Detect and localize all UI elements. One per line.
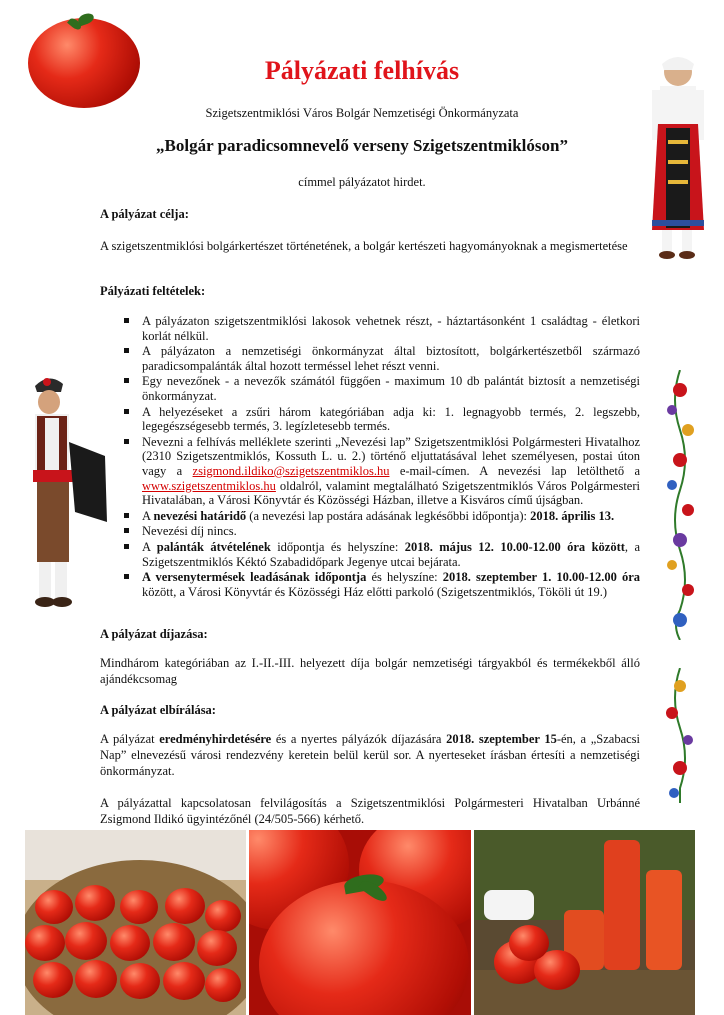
goal-text: A szigetszentmiklósi bolgárkertészet történetének, a bolgár kertészeti hagyományoknak a megismertetése <box>100 239 628 253</box>
list-item-text: e-mail-címen. A nevezési lap letölthető a <box>389 463 640 478</box>
intro-text: címmel pályázatot hirdet. <box>298 175 426 189</box>
prize-text: Mindhárom kategóriában az I.-II.-III. helyezett díja bolgár nemzetiségi tárgyakból és termékekből álló ajándékcsomag <box>100 656 640 686</box>
list-item-text: Nevezni a felhívás melléklete szerinti „Nevezési lap” Szigetszentmiklósi Polgármesteri Hivatalhoz (2310 Szigetszentmiklós, Kossuth L. u. 2.) történő eljuttatásával lehet személyesen, postai úton vagy a <box>142 434 640 478</box>
contact-info-text: A pályázattal kapcsolatosan felvilágosítás a Szigetszentmiklósi Polgármesteri Hivatalban Urbánné Zsigmond Ildikó ügyintézőnél (24/505-566) kérhető. <box>100 796 640 826</box>
list-item-text: és helyszíne: <box>366 570 443 585</box>
delivery-date: 2018. szeptember 1. 10.00-12.00 óra <box>442 570 640 585</box>
list-item-text: (a nevezési lap postára adásának legkésőbbi időpontja): <box>246 508 531 523</box>
tomato-preserves-photo <box>471 830 695 1015</box>
embroidery-decoration <box>660 370 700 640</box>
list-item: A helyezéseket a zsűri három kategóriában adja ki: 1. legnagyobb termés, 2. legszebb, legegészségesebb termés, 3. legízletesebb termés. <box>120 405 640 434</box>
page-title: Pályázati felhívás <box>264 56 460 85</box>
list-item-text: A <box>142 539 157 554</box>
competition-name: „Bolgár paradicsomnevelő verseny Szigetszentmiklóson” <box>156 136 568 155</box>
list-item <box>120 540 640 569</box>
organization-name: Szigetszentmiklósi Város Bolgár Nemzetiségi Önkormányzata <box>205 106 519 120</box>
judging-heading: A pályázat elbírálása: <box>100 703 216 717</box>
judging-text <box>100 731 640 779</box>
list-item-text: , a Szigetszentmiklós Kéktó Szabadidőpark Jegenye utcai bejárata. <box>142 539 640 569</box>
judging-text-part: -én, a „Szabacsi Nap” elnevezésű városi rendezvény keretein belül kerül sor. A nyerteseket írásban értesíti a nemzetiségi önkormányzat. <box>100 732 641 778</box>
judging-text-part: A pályázat <box>100 732 160 746</box>
tomato-closeup-photo <box>246 830 470 1015</box>
announcement-date: 2018. szeptember 15 <box>446 732 557 746</box>
prize-heading: A pályázat díjazása: <box>100 627 208 641</box>
tomato-photo-strip <box>25 830 695 1015</box>
judging-text-part: és a nyertes pályázók díjazására <box>271 732 447 746</box>
delivery-label: A versenytermések leadásának időpontja <box>142 570 367 585</box>
conditions-list <box>120 314 640 600</box>
goal-heading: A pályázat célja: <box>100 207 189 221</box>
list-item-text: oldalról, valamint megtalálható Szigetszentmiklós Város Polgármesteri Hivatalában, a Városi Könyvtár és Közösségi Házban, illetve a Kisváros című újságban. <box>142 478 640 508</box>
tomato-basket-photo <box>25 830 246 1015</box>
pickup-label: palánták átvételének <box>156 539 271 554</box>
list-item <box>120 435 640 508</box>
list-item: A pályázaton szigetszentmiklósi lakosok vehetnek részt, - háztartásonként 1 családtag - életkori korlát nélkül. <box>120 314 640 343</box>
email-link[interactable]: zsigmond.ildiko@szigetszentmiklos.hu <box>192 463 390 478</box>
list-item: A pályázaton a nemzetiségi önkormányzat által biztosított, bolgárkertészetből származó paradicsompalánták által hozott terméssel lehet részt venni. <box>120 344 640 373</box>
website-link[interactable]: www.szigetszentmiklos.hu <box>142 478 276 493</box>
folk-man-illustration <box>25 372 110 612</box>
list-item-text: A <box>142 508 154 523</box>
pickup-date: 2018. május 12. 10.00-12.00 óra között <box>404 539 625 554</box>
deadline-label: nevezési határidő <box>153 508 247 523</box>
embroidery-decoration <box>660 668 700 803</box>
list-item-text: között, a Városi Könyvtár és Közösségi Ház előtti parkoló (Szigetszentmiklós, Tököli út 19.) <box>142 584 608 599</box>
list-item <box>120 509 640 524</box>
list-item <box>120 570 640 599</box>
announcement-label: eredményhirdetésére <box>159 732 272 746</box>
list-item: Egy nevezőnek - a nevezők számától függően - maximum 10 db palántát biztosít a nemzetiségi önkormányzat. <box>120 374 640 403</box>
list-item-text: időpontja és helyszíne: <box>270 539 405 554</box>
deadline-date: 2018. április 13. <box>530 508 615 523</box>
conditions-heading: Pályázati feltételek: <box>100 284 206 298</box>
list-item: Nevezési díj nincs. <box>120 524 640 539</box>
